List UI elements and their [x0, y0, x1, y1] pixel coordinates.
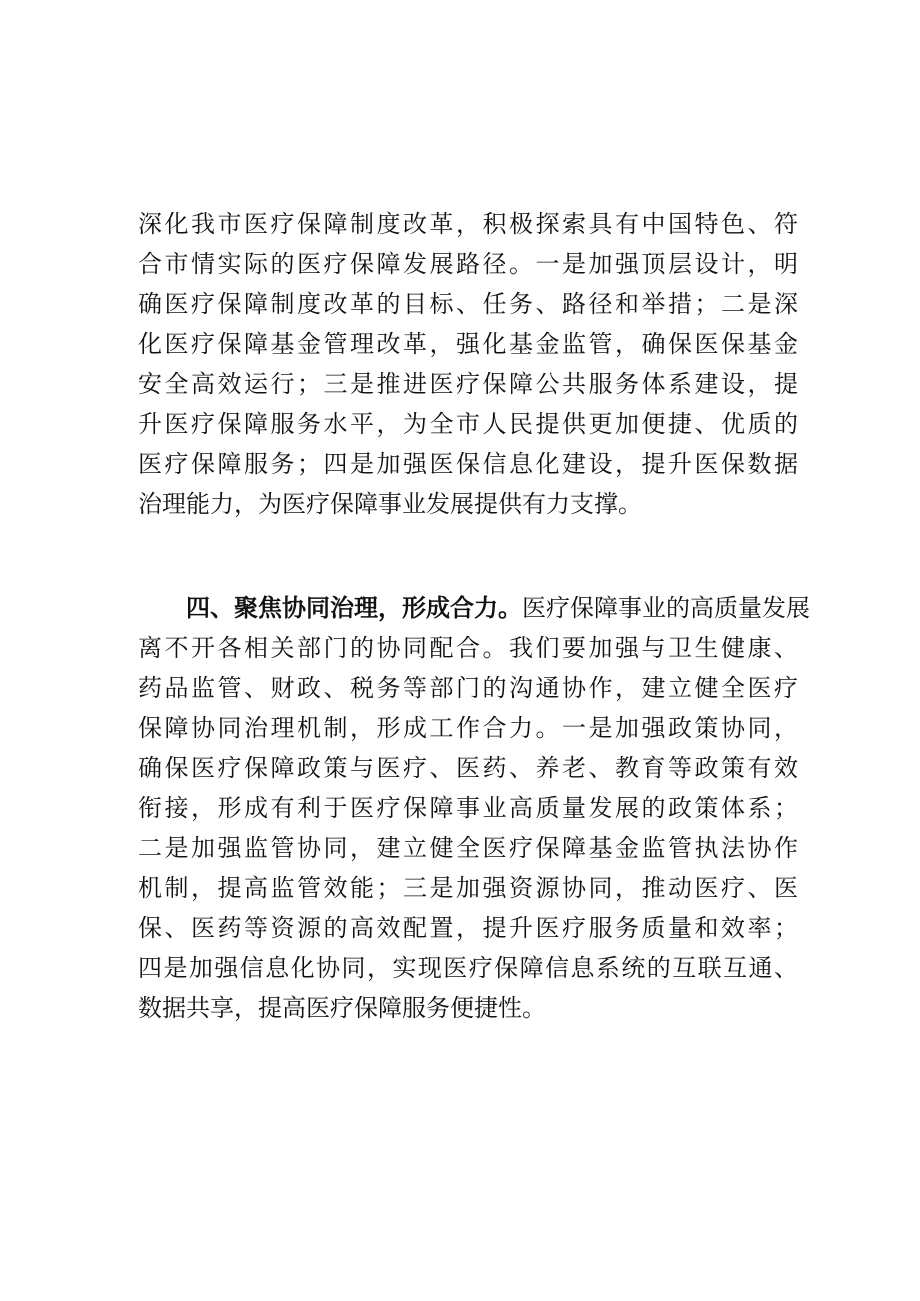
paragraph-line: 衔接，形成有利于医疗保障事业高质量发展的政策体系； [138, 794, 798, 822]
paragraph-line: 合市情实际的医疗保障发展路径。一是加强顶层设计，明 [138, 250, 798, 278]
paragraph-line: 确医疗保障制度改革的目标、任务、路径和举措；二是深 [138, 290, 798, 318]
paragraph-line: 四是加强信息化协同，实现医疗保障信息系统的互联互通、 [138, 954, 798, 982]
paragraph-line: 二是加强监管协同，建立健全医疗保障基金监管执法协作 [138, 834, 798, 862]
section-heading: 四、聚焦协同治理，形成合力。 [186, 594, 522, 622]
paragraph-line: 保障协同治理机制，形成工作合力。一是加强政策协同， [138, 714, 798, 742]
paragraph-line: 治理能力，为医疗保障事业发展提供有力支撑。 [138, 490, 642, 518]
paragraph-line-rest: 医疗保障事业的高质量发展 [522, 594, 810, 622]
paragraph-line: 确保医疗保障政策与医疗、医药、养老、教育等政策有效 [138, 754, 798, 782]
paragraph-line: 深化我市医疗保障制度改革，积极探索具有中国特色、符 [138, 210, 798, 238]
paragraph-line: 保、医药等资源的高效配置，提升医疗服务质量和效率； [138, 914, 798, 942]
paragraph-2 [138, 588, 810, 1028]
paragraph-line: 医疗保障服务；四是加强医保信息化建设，提升医保数据 [138, 450, 798, 478]
paragraph-line: 离不开各相关部门的协同配合。我们要加强与卫生健康、 [138, 634, 798, 662]
paragraph-line: 数据共享，提高医疗保障服务便捷性。 [138, 994, 546, 1022]
paragraph-line: 药品监管、财政、税务等部门的沟通协作，建立健全医疗 [138, 674, 798, 702]
paragraph-first-line [138, 588, 810, 628]
paragraph-line: 机制，提高监管效能；三是加强资源协同，推动医疗、医 [138, 874, 798, 902]
paragraph-1 [138, 204, 798, 524]
paragraph-line: 化医疗保障基金管理改革，强化基金监管，确保医保基金 [138, 330, 798, 358]
paragraph-line: 安全高效运行；三是推进医疗保障公共服务体系建设，提 [138, 370, 798, 398]
paragraph-line: 升医疗保障服务水平，为全市人民提供更加便捷、优质的 [138, 410, 798, 438]
